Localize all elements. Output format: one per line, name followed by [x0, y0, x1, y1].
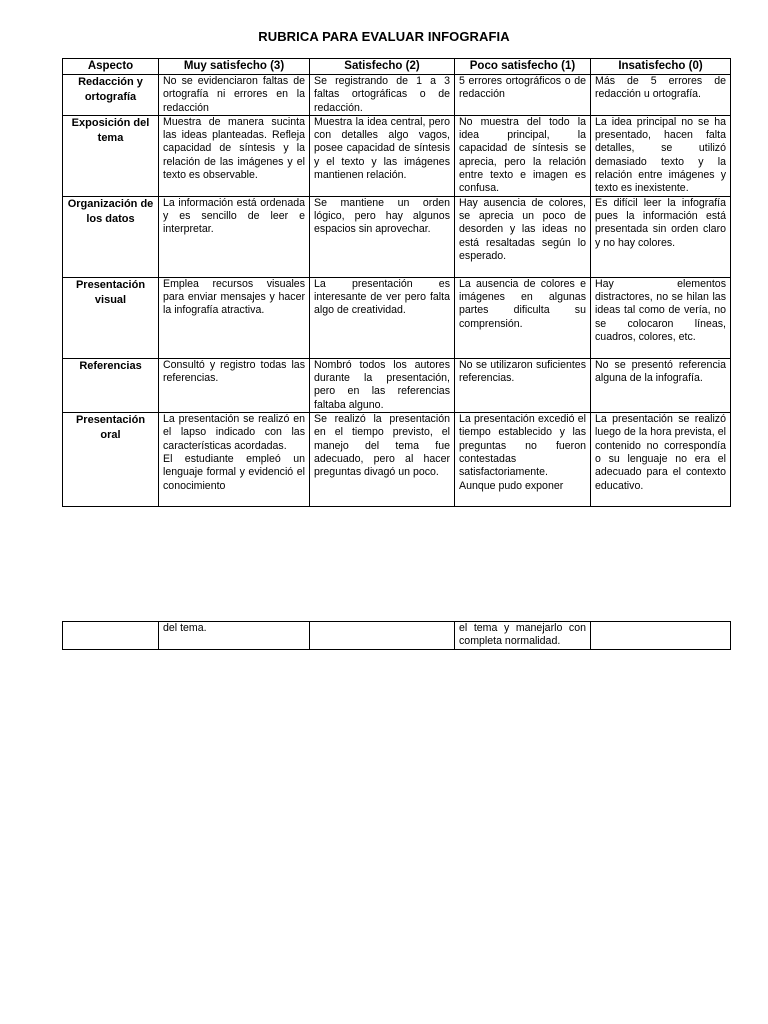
table-row [63, 277, 731, 358]
table-row [63, 75, 731, 116]
aspect-cell: Presentación visual [63, 277, 159, 358]
criterion-cell [591, 622, 731, 650]
header-satisfecho: Satisfecho (2) [310, 59, 455, 75]
criterion-cell: Nombró todos los autores durante la presentación, pero en las referencias faltaba alguno. [310, 358, 455, 412]
criterion-cell: La idea principal no se ha presentado, hacen falta detalles, se utilizó demasiado texto y la relación entre imágenes y texto es inexistente. [591, 115, 731, 196]
criterion-cell: Consultó y registro todas las referencias. [159, 358, 310, 412]
criterion-cell: Muestra la idea central, pero con detalles algo vagos, posee capacidad de síntesis y el texto y las imágenes mantienen relación. [310, 115, 455, 196]
aspect-cell [63, 622, 159, 650]
criterion-cell [591, 413, 731, 507]
criterion-text: Se realizó la presentación en el tiempo previsto, el manejo del tema fue adecuado, pero al hacer preguntas divagó un poco. [314, 413, 450, 479]
aspect-cell: Redacción y ortografía [63, 75, 159, 116]
table-row [63, 622, 731, 650]
table-row [63, 358, 731, 412]
header-aspect: Aspecto [63, 59, 159, 75]
aspect-cell: Organización de los datos [63, 196, 159, 277]
criterion-cell: 5 errores ortográficos o de redacción [455, 75, 591, 116]
criterion-cell: No se utilizaron suficientes referencias. [455, 358, 591, 412]
criterion-text: La presentación se realizó en el lapso indicado con las características acordadas. El estudiante empleó un lenguaje formal y evidenció el conocimiento [163, 413, 305, 492]
criterion-cell: Hay elementos distractores, no se hilan las ideas tal como de vería, no se colocaron líneas, cuadros, colores, etc. [591, 277, 731, 358]
criterion-cell: Es difícil leer la infografía pues la información está presentada sin orden claro y no hay colores. [591, 196, 731, 277]
criterion-cell: Se mantiene un orden lógico, pero hay algunos espacios sin aprovechar. [310, 196, 455, 277]
criterion-cell: La ausencia de colores e imágenes en algunas partes dificulta su comprensión. [455, 277, 591, 358]
criterion-cell: No se evidenciaron faltas de ortografía ni errores en la redacción [159, 75, 310, 116]
criterion-cell: La información está ordenada y es sencillo de leer e interpretar. [159, 196, 310, 277]
criterion-cell: La presentación es interesante de ver pero falta algo de creatividad. [310, 277, 455, 358]
document-title: RUBRICA PARA EVALUAR INFOGRAFIA [258, 29, 510, 44]
header-row [63, 59, 731, 75]
criterion-cell: del tema. [159, 622, 310, 650]
criterion-cell: Muestra de manera sucinta las ideas planteadas. Refleja capacidad de síntesis y la relación de las imágenes y el texto es observable. [159, 115, 310, 196]
criterion-cell [310, 413, 455, 507]
rubric-table-continuation [62, 621, 731, 650]
criterion-cell: Hay ausencia de colores, se aprecia un poco de desorden y las ideas no está resaltadas según lo esperado. [455, 196, 591, 277]
aspect-cell: Exposición del tema [63, 115, 159, 196]
criterion-cell: No se presentó referencia alguna de la infografía. [591, 358, 731, 412]
criterion-cell: Más de 5 errores de redacción u ortografía. [591, 75, 731, 116]
criterion-text: La presentación se realizó luego de la hora prevista, el contenido no correspondía o su lenguaje no era el adecuado para el contexto educativo. [595, 413, 726, 492]
criterion-cell [159, 413, 310, 507]
table-row [63, 196, 731, 277]
criterion-text: La presentación excedió el tiempo establecido y las preguntas no fueron contestadas satisfactoriamente. Aunque pudo exponer [459, 413, 586, 492]
criterion-cell: No muestra del todo la idea principal, la capacidad de síntesis se aprecia, pero la relación entre texto e imagen es confusa. [455, 115, 591, 196]
aspect-cell: Presentación oral [63, 413, 159, 507]
header-insatisfecho: Insatisfecho (0) [591, 59, 731, 75]
criterion-cell [455, 413, 591, 507]
criterion-cell [310, 622, 455, 650]
criterion-cell: Emplea recursos visuales para enviar mensajes y hacer la infografía atractiva. [159, 277, 310, 358]
criterion-cell: el tema y manejarlo con completa normalidad. [455, 622, 591, 650]
criterion-cell: Se registrando de 1 a 3 faltas ortográficas o de redacción. [310, 75, 455, 116]
rubric-table [62, 58, 731, 507]
header-poco-satisfecho: Poco satisfecho (1) [455, 59, 591, 75]
table-row [63, 115, 731, 196]
header-muy-satisfecho: Muy satisfecho (3) [159, 59, 310, 75]
table-row [63, 413, 731, 507]
aspect-cell: Referencias [63, 358, 159, 412]
